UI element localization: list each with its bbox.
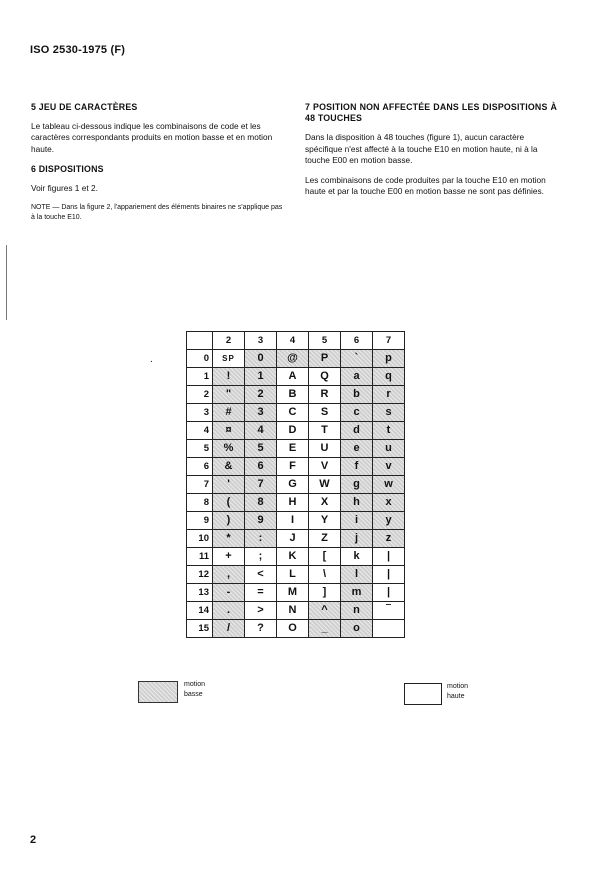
column-header-2: 2 <box>213 332 245 350</box>
table-row <box>187 404 405 422</box>
table-cell: H <box>277 494 309 512</box>
table-cell: ^ <box>309 602 341 620</box>
table-row <box>187 566 405 584</box>
table-cell: 2 <box>245 386 277 404</box>
section-5-heading: 5 JEU DE CARACTÈRES <box>31 102 138 112</box>
table-cell: n <box>341 602 373 620</box>
row-header-8: 8 <box>187 494 213 512</box>
legend-high-line2: haute <box>447 693 465 700</box>
table-cell: a <box>341 368 373 386</box>
table-cell: B <box>277 386 309 404</box>
table-cell: 1 <box>245 368 277 386</box>
page-number: 2 <box>30 834 37 846</box>
table-cell: u <box>373 440 405 458</box>
table-cell: [ <box>309 548 341 566</box>
section-5-text: Le tableau ci-dessous indique les combinaisons de code et les caractères correspondants produits en motion basse et en motion haute. <box>31 121 273 154</box>
table-cell: ( <box>213 494 245 512</box>
column-header-4: 4 <box>277 332 309 350</box>
row-header-7: 7 <box>187 476 213 494</box>
table-cell: : <box>245 530 277 548</box>
table-cell: G <box>277 476 309 494</box>
table-cell: ; <box>245 548 277 566</box>
table-cell: s <box>373 404 405 422</box>
table-row <box>187 530 405 548</box>
row-header-11: 11 <box>187 548 213 566</box>
table-cell: % <box>213 440 245 458</box>
legend-high-line1: motion <box>447 683 469 690</box>
column-header-row <box>187 332 405 350</box>
table-cell: P <box>309 350 341 368</box>
table-cell: h <box>341 494 373 512</box>
section-7-text-1: Dans la disposition à 48 touches (figure 1), aucun caractère spécifique n'est affecté à la touche E10 en motion haute, ni à la touche E00 en motion basse. <box>305 132 538 165</box>
table-cell: A <box>277 368 309 386</box>
table-cell: k <box>341 548 373 566</box>
table-cell: Y <box>309 512 341 530</box>
table-cell: ' <box>213 476 245 494</box>
table-row <box>187 350 405 368</box>
table-cell: y <box>373 512 405 530</box>
table-cell: | <box>373 566 405 584</box>
table-cell: 8 <box>245 494 277 512</box>
table-cell: ? <box>245 620 277 638</box>
table-cell: O <box>277 620 309 638</box>
table-cell: l <box>341 566 373 584</box>
table-cell: o <box>341 620 373 638</box>
legend-low-swatch <box>138 681 178 703</box>
table-cell: = <box>245 584 277 602</box>
table-cell: 0 <box>245 350 277 368</box>
table-cell: _ <box>309 620 341 638</box>
row-header-0: 0 <box>187 350 213 368</box>
table-row <box>187 602 405 620</box>
table-cell: I <box>277 512 309 530</box>
table-cell: | <box>373 548 405 566</box>
row-header-12: 12 <box>187 566 213 584</box>
row-header-4: 4 <box>187 422 213 440</box>
table-cell: 5 <box>245 440 277 458</box>
row-header-15: 15 <box>187 620 213 638</box>
table-cell: p <box>373 350 405 368</box>
table-cell: q <box>373 368 405 386</box>
left-column <box>31 102 283 222</box>
table-cell: Q <box>309 368 341 386</box>
legend-high-swatch <box>404 683 442 705</box>
row-header-9: 9 <box>187 512 213 530</box>
table-cell: SP <box>213 350 245 368</box>
row-header-5: 5 <box>187 440 213 458</box>
legend-high-label <box>447 682 468 702</box>
table-cell: t <box>373 422 405 440</box>
table-cell: Z <box>309 530 341 548</box>
table-cell: f <box>341 458 373 476</box>
table-cell: L <box>277 566 309 584</box>
column-header-7: 7 <box>373 332 405 350</box>
section-6-heading: 6 DISPOSITIONS <box>31 163 104 174</box>
column-header-5: 5 <box>309 332 341 350</box>
table-cell: ! <box>213 368 245 386</box>
table-cell: r <box>373 386 405 404</box>
table-row <box>187 368 405 386</box>
table-cell: v <box>373 458 405 476</box>
table-cell: 4 <box>245 422 277 440</box>
character-set-table <box>186 331 405 638</box>
table-row <box>187 584 405 602</box>
table-cell: " <box>213 386 245 404</box>
table-row <box>187 458 405 476</box>
table-row <box>187 494 405 512</box>
table-cell: d <box>341 422 373 440</box>
table-row <box>187 440 405 458</box>
column-header-3: 3 <box>245 332 277 350</box>
table-cell: E <box>277 440 309 458</box>
right-column <box>305 102 557 206</box>
table-cell: 9 <box>245 512 277 530</box>
row-header-14: 14 <box>187 602 213 620</box>
table-cell: x <box>373 494 405 512</box>
table-cell: ) <box>213 512 245 530</box>
table-cell: ‾ <box>373 602 405 620</box>
table-cell: ` <box>341 350 373 368</box>
table-cell: X <box>309 494 341 512</box>
section-6-note: NOTE — Dans la figure 2, l'appariement des éléments binaires ne s'applique pas à la touche E10. <box>31 204 283 221</box>
table-cell: - <box>213 584 245 602</box>
table-cell: U <box>309 440 341 458</box>
table-cell: F <box>277 458 309 476</box>
legend-low-line2: basse <box>184 691 203 698</box>
legend-low-label <box>184 680 205 700</box>
table-cell: | <box>373 584 405 602</box>
legend-low-line1: motion <box>184 681 206 688</box>
table-corner <box>187 332 213 350</box>
table-cell: K <box>277 548 309 566</box>
table-cell: W <box>309 476 341 494</box>
table-cell: > <box>245 602 277 620</box>
table-cell: V <box>309 458 341 476</box>
table-row <box>187 548 405 566</box>
table-row <box>187 422 405 440</box>
table-cell: J <box>277 530 309 548</box>
table-cell: 3 <box>245 404 277 422</box>
document-header: ISO 2530-1975 (F) <box>30 44 126 56</box>
table-cell: & <box>213 458 245 476</box>
table-row <box>187 512 405 530</box>
row-header-10: 10 <box>187 530 213 548</box>
column-header-6: 6 <box>341 332 373 350</box>
table-cell: R <box>309 386 341 404</box>
table-cell: 7 <box>245 476 277 494</box>
table-cell: D <box>277 422 309 440</box>
table-row <box>187 620 405 638</box>
table-cell: N <box>277 602 309 620</box>
table-cell: ¤ <box>213 422 245 440</box>
table-cell: M <box>277 584 309 602</box>
table-row <box>187 386 405 404</box>
margin-mark <box>6 245 7 320</box>
table-cell: w <box>373 476 405 494</box>
row-header-3: 3 <box>187 404 213 422</box>
table-cell: b <box>341 386 373 404</box>
table-cell: j <box>341 530 373 548</box>
table-cell: \ <box>309 566 341 584</box>
table-cell: * <box>213 530 245 548</box>
table-cell: T <box>309 422 341 440</box>
section-7-heading: 7 POSITION NON AFFECTÉE DANS LES DISPOSITIONS À 48 TOUCHES <box>305 102 557 124</box>
stray-dot: . <box>150 354 153 365</box>
table-cell: m <box>341 584 373 602</box>
table-cell: S <box>309 404 341 422</box>
row-header-13: 13 <box>187 584 213 602</box>
table-cell: < <box>245 566 277 584</box>
table-row <box>187 476 405 494</box>
table-cell: g <box>341 476 373 494</box>
row-header-1: 1 <box>187 368 213 386</box>
table-cell: 6 <box>245 458 277 476</box>
section-7-text-2: Les combinaisons de code produites par la touche E10 en motion haute et par la touche E00 en motion basse ne sont pas définies. <box>305 175 546 197</box>
table-cell: e <box>341 440 373 458</box>
table-cell: , <box>213 566 245 584</box>
table-cell: / <box>213 620 245 638</box>
row-header-6: 6 <box>187 458 213 476</box>
table-cell <box>373 620 405 638</box>
section-6-text: Voir figures 1 et 2. <box>31 183 98 194</box>
table-cell: z <box>373 530 405 548</box>
table-cell: . <box>213 602 245 620</box>
row-header-2: 2 <box>187 386 213 404</box>
table-cell: + <box>213 548 245 566</box>
table-cell: C <box>277 404 309 422</box>
table-cell: # <box>213 404 245 422</box>
table-cell: @ <box>277 350 309 368</box>
table-cell: i <box>341 512 373 530</box>
table-cell: ] <box>309 584 341 602</box>
table-cell: c <box>341 404 373 422</box>
